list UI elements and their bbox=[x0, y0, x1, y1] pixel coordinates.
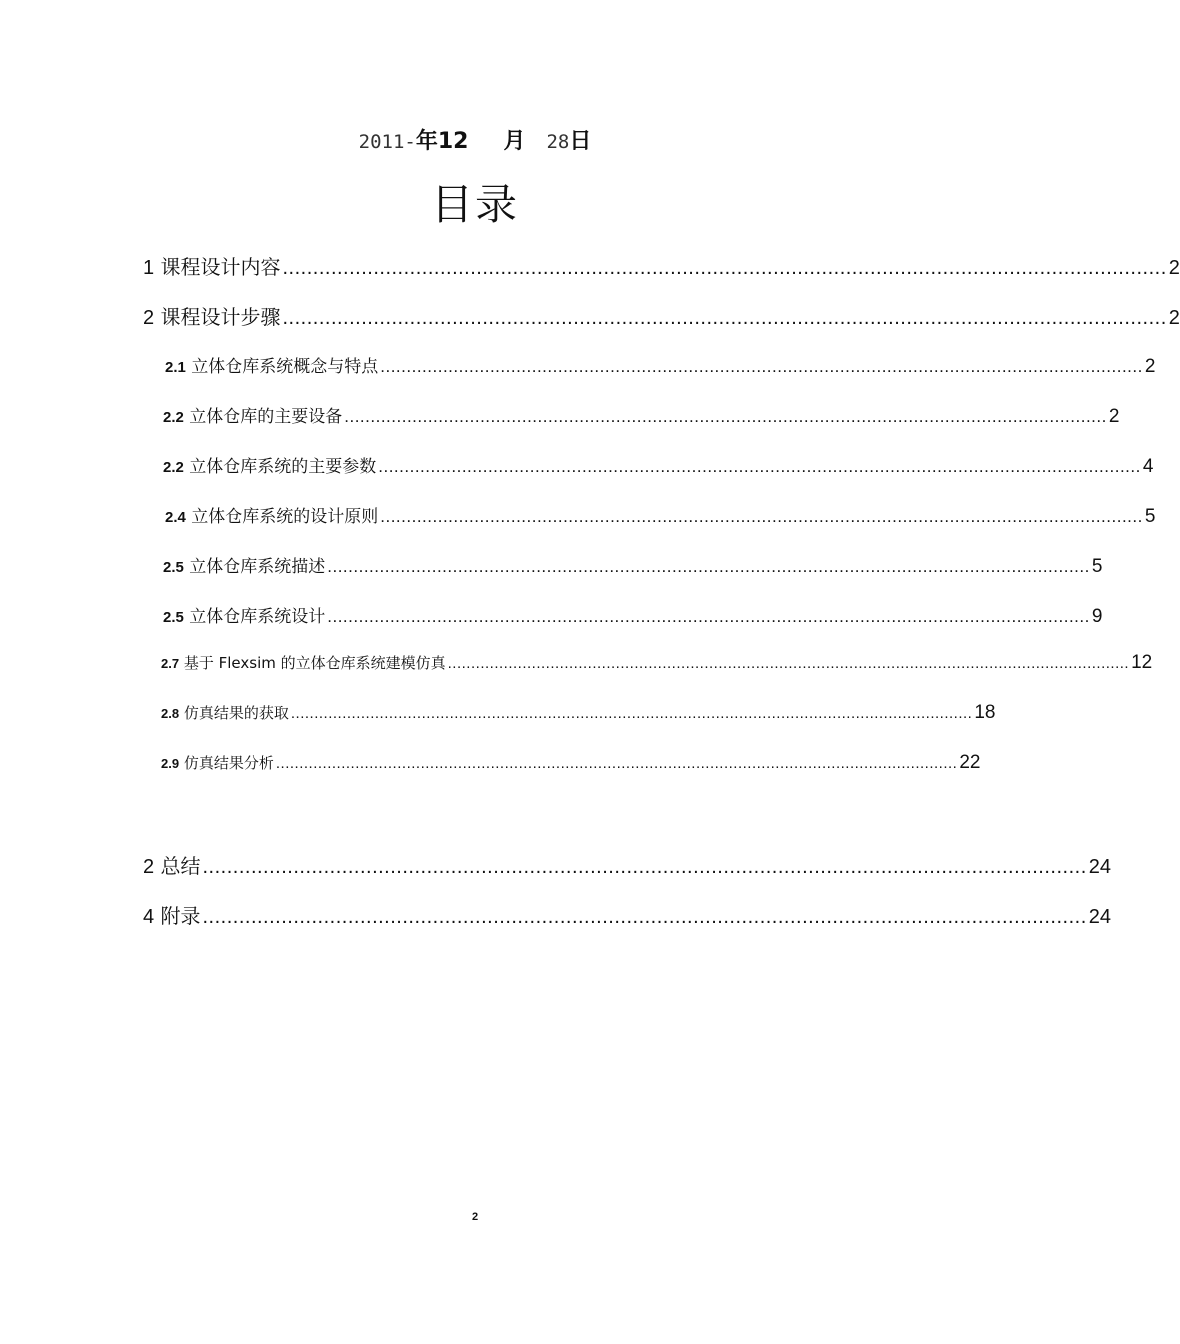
toc-entry-label: 仿真结果分析 bbox=[183, 754, 274, 772]
toc-entry-page: 24 bbox=[1088, 856, 1112, 878]
page-number: 2 bbox=[471, 1211, 479, 1223]
toc-leader: .................................................................................................................................................. bbox=[290, 705, 973, 722]
toc-entry-number: 2 bbox=[143, 307, 155, 329]
toc-leader: .................................................................................................................................................. bbox=[282, 257, 1167, 279]
toc-entry-number: 2.5 bbox=[163, 559, 184, 576]
toc-leader: .................................................................................................................................................. bbox=[380, 357, 1143, 376]
toc-entry-label: 仿真结果的获取 bbox=[183, 704, 289, 722]
toc-leader: .................................................................................................................................................. bbox=[327, 557, 1090, 576]
toc-entry-label: 附录 bbox=[160, 904, 201, 928]
toc-entry bbox=[165, 352, 1156, 378]
toc-entry-label: 立体仓库系统描述 bbox=[189, 557, 326, 577]
day-char: 日 bbox=[569, 129, 592, 154]
month-char: 月 bbox=[503, 129, 526, 154]
toc-entry-label: 总结 bbox=[160, 854, 201, 878]
toc-entry-number: 2.2 bbox=[163, 459, 184, 476]
toc-entry-number: 2.5 bbox=[163, 609, 184, 626]
toc-leader: .................................................................................................................................................. bbox=[378, 457, 1141, 476]
toc-entry bbox=[163, 402, 1120, 428]
toc-leader: .................................................................................................................................................. bbox=[344, 407, 1107, 426]
toc-entry-page: 18 bbox=[974, 702, 996, 723]
toc-leader: .................................................................................................................................................. bbox=[327, 607, 1090, 626]
toc-leader: .................................................................................................................................................. bbox=[202, 856, 1087, 878]
toc-entry-number: 2.4 bbox=[165, 509, 186, 526]
toc-entry-number: 1 bbox=[143, 257, 155, 279]
year-char: 年 bbox=[415, 129, 438, 154]
toc-entry-page: 2 bbox=[1144, 356, 1156, 377]
date-line bbox=[0, 124, 950, 155]
year-value: 2011- bbox=[358, 131, 416, 153]
toc-entry-number: 2 bbox=[143, 856, 155, 878]
toc-entry-page: 12 bbox=[1131, 652, 1153, 673]
toc-leader: .................................................................................................................................................. bbox=[202, 906, 1087, 928]
toc-entry-label: 立体仓库系统概念与特点 bbox=[191, 357, 379, 377]
toc-leader: .................................................................................................................................................. bbox=[282, 307, 1167, 329]
toc-entry-number: 2.9 bbox=[161, 756, 180, 771]
toc-entry-page: 2 bbox=[1108, 406, 1120, 427]
toc-entry-label: 立体仓库系统的设计原则 bbox=[191, 507, 379, 527]
toc-entry-number: 2.1 bbox=[165, 359, 186, 376]
toc-entry-label: 立体仓库的主要设备 bbox=[189, 407, 343, 427]
toc-entry-number: 2.7 bbox=[161, 656, 180, 671]
toc-entry-page: 5 bbox=[1091, 556, 1103, 577]
toc-entry bbox=[143, 301, 1180, 330]
toc-entry bbox=[161, 752, 981, 774]
toc-leader: .................................................................................................................................................. bbox=[447, 655, 1130, 672]
day-value: 28 bbox=[546, 131, 570, 153]
toc-entry-number: 2.8 bbox=[161, 706, 180, 721]
toc-entry-number: 4 bbox=[143, 906, 155, 928]
toc-entry-label: 课程设计步骤 bbox=[160, 305, 281, 329]
toc-entry-page: 2 bbox=[1168, 257, 1180, 279]
page-title: 目录 bbox=[430, 180, 519, 229]
toc-entry-page: 5 bbox=[1144, 506, 1156, 527]
toc-entry-label: 课程设计内容 bbox=[160, 255, 281, 279]
toc-entry-page: 2 bbox=[1168, 307, 1180, 329]
toc-entry-page: 22 bbox=[959, 752, 981, 773]
toc-entry-page: 4 bbox=[1142, 456, 1154, 477]
toc-entry-label: 立体仓库系统的主要参数 bbox=[189, 457, 377, 477]
toc-entry bbox=[143, 900, 1112, 929]
toc-entry bbox=[161, 702, 996, 724]
toc-entry-page: 24 bbox=[1088, 906, 1112, 928]
toc-entry-label: 立体仓库系统设计 bbox=[189, 607, 326, 627]
toc-leader: .................................................................................................................................................. bbox=[380, 507, 1143, 526]
month-value: 12 bbox=[437, 129, 469, 154]
toc-entry bbox=[163, 602, 1103, 628]
toc-entry bbox=[143, 850, 1112, 879]
toc-entry bbox=[163, 452, 1154, 478]
toc-entry bbox=[143, 251, 1180, 280]
toc-entry bbox=[165, 502, 1156, 528]
toc-entry-page: 9 bbox=[1091, 606, 1103, 627]
toc-entry-label: 基于 Flexsim 的立体仓库系统建模仿真 bbox=[183, 654, 446, 672]
toc-leader: .................................................................................................................................................. bbox=[275, 755, 958, 772]
toc-entry bbox=[161, 652, 1153, 674]
toc-entry-number: 2.2 bbox=[163, 409, 184, 426]
toc-entry bbox=[163, 552, 1103, 578]
